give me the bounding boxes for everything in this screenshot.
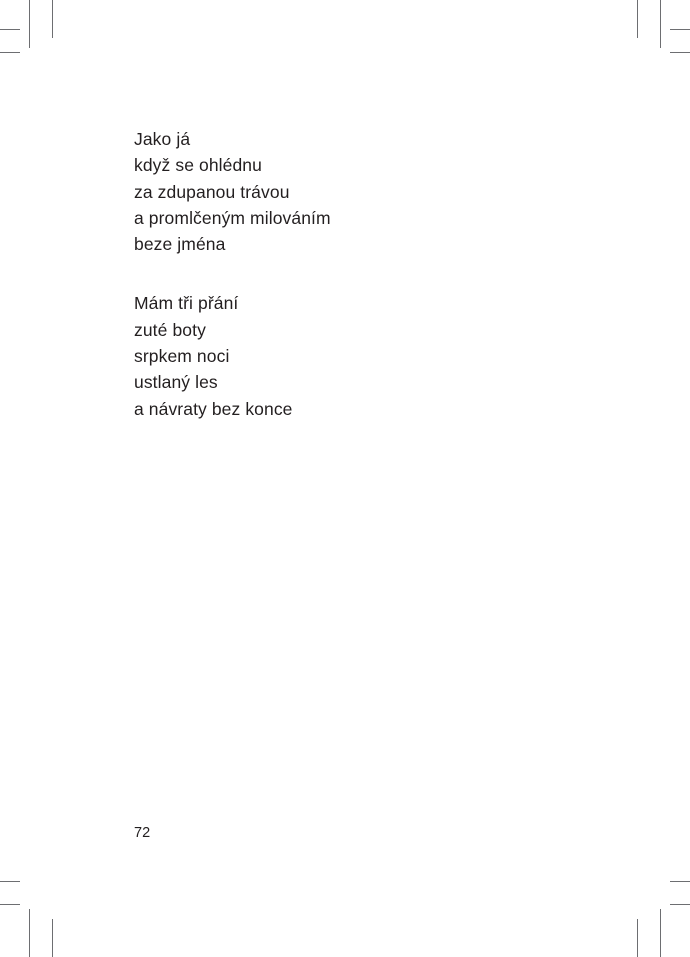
crop-mark-bottom-left-horizontal-inner — [0, 881, 20, 882]
page-number: 72 — [134, 825, 151, 841]
crop-mark-bottom-left-horizontal-outer — [0, 904, 20, 905]
crop-mark-top-left-vertical-inner — [52, 0, 53, 38]
poem-line: Jako já — [134, 129, 191, 149]
crop-mark-top-right-vertical-outer — [660, 0, 661, 48]
crop-mark-bottom-right-vertical-outer — [660, 909, 661, 957]
crop-mark-top-left-horizontal-inner — [0, 52, 20, 53]
poem-line: a promlčeným milováním — [134, 207, 331, 228]
crop-mark-bottom-right-vertical-inner — [637, 919, 638, 957]
crop-mark-top-left-horizontal-outer — [0, 29, 20, 30]
poem-line: a návraty bez konce — [134, 398, 293, 419]
crop-mark-top-right-horizontal-inner — [670, 52, 690, 53]
poem-line: zuté boty — [134, 319, 206, 340]
crop-mark-bottom-left-vertical-inner — [52, 919, 53, 957]
crop-mark-top-left-vertical-outer — [29, 0, 30, 48]
poem-line: za zdupanou trávou — [134, 181, 290, 202]
crop-mark-bottom-left-vertical-outer — [29, 909, 30, 957]
poem-body — [134, 126, 574, 422]
poem-line: ustlaný les — [134, 372, 218, 393]
poem-line: srpkem noci — [134, 346, 230, 367]
crop-mark-top-right-horizontal-outer — [670, 29, 690, 30]
crop-mark-bottom-right-horizontal-outer — [670, 904, 690, 905]
crop-mark-top-right-vertical-inner — [637, 0, 638, 38]
poem-stanza — [134, 126, 574, 257]
poem-line: Mám tři přání — [134, 293, 239, 314]
poem-stanza — [134, 290, 574, 421]
poem-line: beze jména — [134, 234, 226, 255]
poem-line: když se ohlédnu — [134, 155, 262, 176]
crop-mark-bottom-right-horizontal-inner — [670, 881, 690, 882]
